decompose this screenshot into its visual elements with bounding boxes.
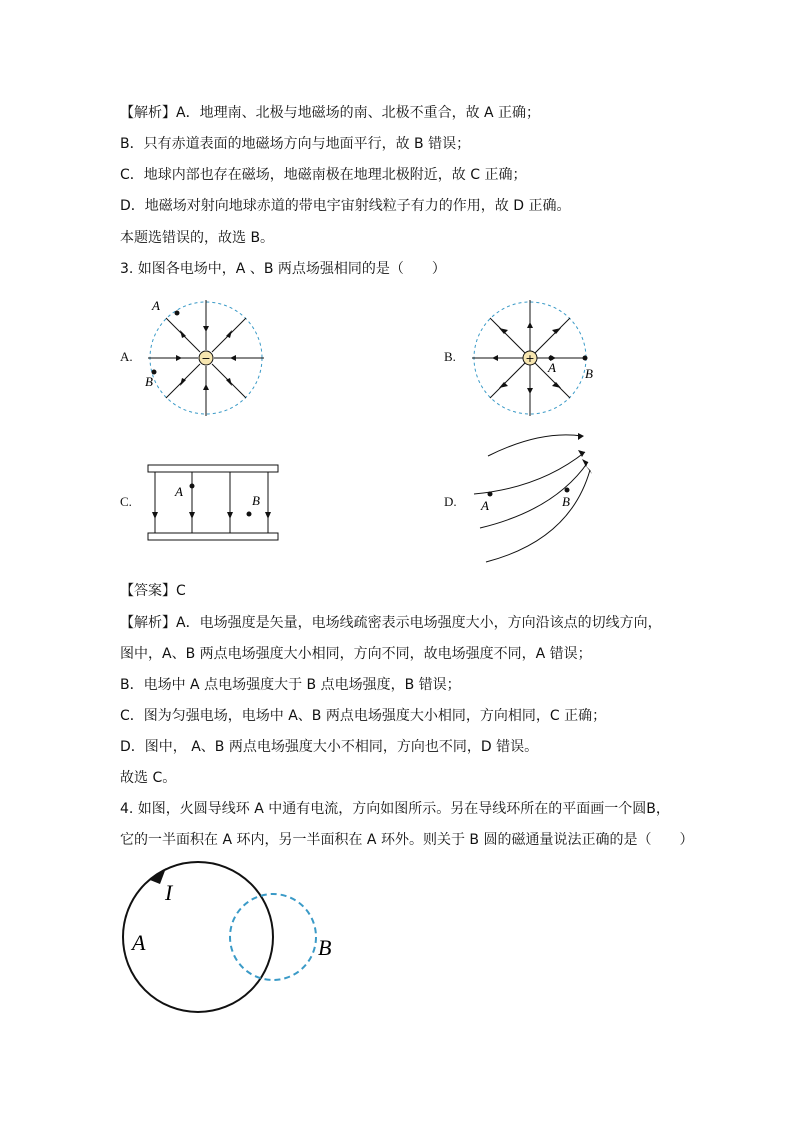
analysis-line-2: 图中，A、B 两点电场强度大小相同，方向不同，故电场强度不同，A 错误； — [120, 646, 592, 662]
point-b-dot — [565, 488, 570, 493]
point-b-label: B — [252, 493, 260, 508]
point-a-dot — [175, 311, 180, 316]
point-b-label: B — [562, 494, 570, 509]
figure-a-negative-charge-field — [140, 295, 275, 420]
figure-c-uniform-field — [145, 462, 285, 544]
text-line-5: 本题选错误的，故选 B。 — [120, 230, 275, 246]
option-c-label: C. — [120, 494, 132, 509]
figure-b-positive-charge-field — [465, 295, 605, 420]
text-line-1: 【解析】A．地理南、北极与地磁场的南、北极不重合，故 A 正确； — [120, 105, 541, 121]
figure-d-curved-field — [470, 428, 600, 566]
point-b-dot — [583, 356, 588, 361]
current-direction-arrow — [150, 868, 166, 884]
option-b-label: B. — [444, 349, 456, 364]
figure-loop-a-circle-b — [118, 855, 348, 1020]
text-line-3: C．地球内部也存在磁场，地磁南极在地理北极附近，故 C 正确； — [120, 167, 527, 183]
negative-charge-sign: − — [201, 352, 211, 365]
question-3-stem: 3. 如图各电场中，A 、B 两点场强相同的是（ ） — [120, 261, 446, 277]
analysis-line-3: B．电场中 A 点电场强度大于 B 点电场强度，B 错误； — [120, 677, 461, 693]
loop-a-label: A — [132, 930, 146, 955]
current-label: I — [165, 880, 173, 905]
point-a-dot — [488, 492, 493, 497]
text-line-4: D．地磁场对射向地球赤道的带电宇宙射线粒子有力的作用，故 D 正确。 — [120, 198, 571, 214]
positive-charge-sign: + — [525, 352, 535, 365]
question-4-stem-line-1: 4. 如图，火圆导线环 A 中通有电流，方向如图所示。另在导线环所在的平面画一个圆B， — [120, 801, 670, 817]
analysis-line-1: 【解析】A．电场强度是矢量，电场线疏密表示电场强度大小，方向沿该点的切线方向， — [120, 615, 662, 631]
analysis-line-5: D．图中， A、B 两点电场强度大小不相同，方向也不同，D 错误。 — [120, 739, 539, 755]
analysis-conclusion: 故选 C。 — [120, 770, 177, 786]
point-a-label: A — [481, 498, 489, 513]
answer-line: 【答案】C — [120, 583, 186, 599]
point-b-dot — [247, 512, 252, 517]
point-b-label: B — [585, 366, 593, 381]
point-a-dot — [190, 484, 195, 489]
question-4-stem-line-2: 它的一半面积在 A 环内，另一半面积在 A 环外。则关于 B 圆的磁通量说法正确的是（ ） — [120, 832, 694, 848]
point-a-label: A — [175, 484, 183, 499]
point-a-label: A — [152, 298, 160, 313]
circle-b-label: B — [318, 935, 332, 960]
option-d-label: D. — [444, 494, 457, 509]
analysis-line-4: C．图为匀强电场，电场中 A、B 两点电场强度大小相同，方向相同，C 正确； — [120, 708, 607, 724]
point-a-label: A — [548, 360, 556, 375]
point-b-label: B — [145, 374, 153, 389]
option-a-label: A. — [120, 349, 133, 364]
text-line-2: B．只有赤道表面的地磁场方向与地面平行，故 B 错误； — [120, 136, 471, 152]
